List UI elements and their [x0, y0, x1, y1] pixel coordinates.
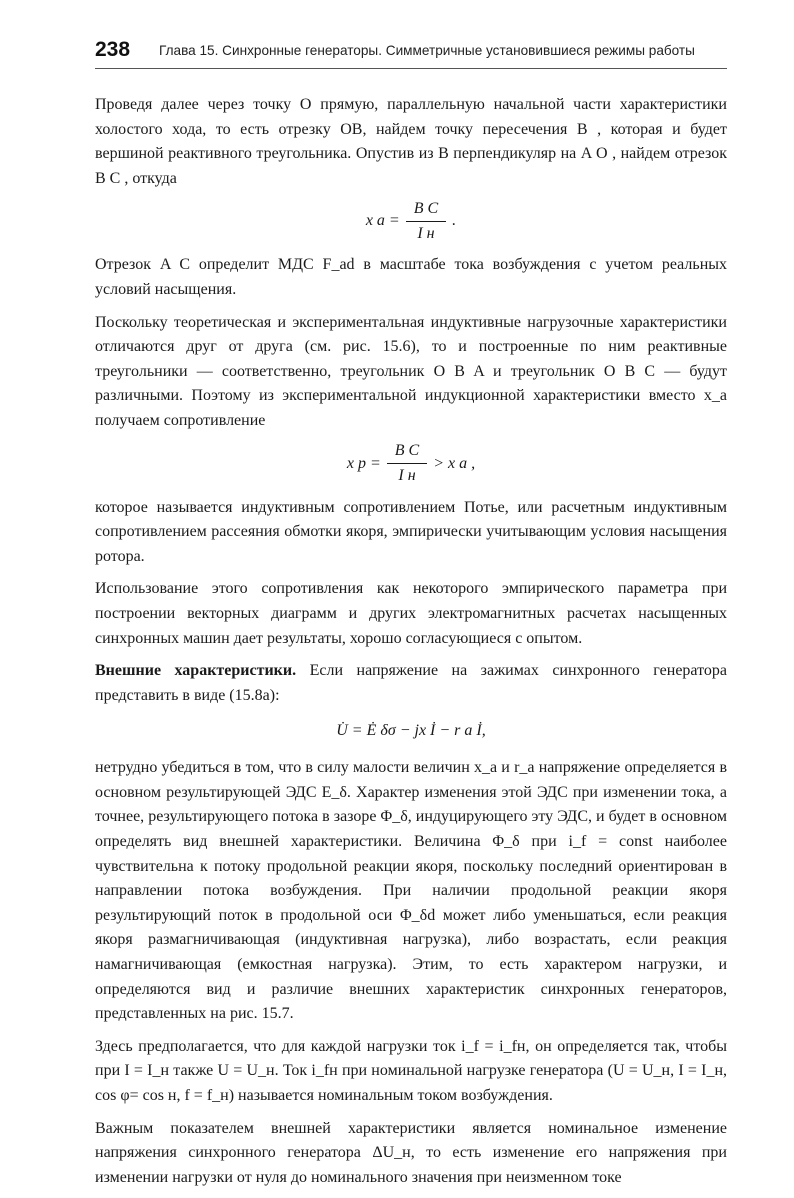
paragraph-1: Проведя далее через точку O прямую, параллельную начальной части характеристики холостого хода, то есть отрезку OB, найдем точку пересечения B , которая и будет вершиной реактивного треугольника. Опустив из B перпендикуляр на A O , найдем отрезок B C , откуда [95, 96, 727, 187]
formula-xa-numerator: B C [406, 199, 446, 222]
chapter-title: Глава 15. Синхронные генераторы. Симметричные установившиеся режимы работы [159, 43, 695, 58]
paragraph-9: Важным показателем внешней характеристики является номинальное изменение напряжения синхронного генератора ΔU_н, то есть изменение его напряжения при изменении нагрузки от нуля до номинального значения при неизменном токе [95, 1119, 727, 1186]
paragraph-7: нетрудно убедиться в том, что в силу малости величин x_a и r_a напряжение определяется в основном результирующей ЭДС E_δ. Характер изменения этой ЭДС при изменении тока, а точнее, результирующего потока в зазоре Φ_δ, индуцирующего эту ЭДС, и будет в основном определять вид внешней характеристики. Величина Φ_δ при i_f = const наиболее чувствительна к потоку продольной реакции якоря, поскольку последний ориентирован в направлении потока возбуждения. При наличии продольной реакции якоря результирующий поток в продольной оси Φ_δd может либо уменьшаться, если реакция якоря размагничивающая (индуктивная нагрузка), либо возрастать, если реакция намагничивающая (емкостная нагрузка). Этим, то есть характером нагрузки, и определяются вид и различие внешних характеристик синхронных генераторов, представленных на рис. 15.7. [95, 759, 727, 1023]
formula-xp-numerator: B C [387, 441, 427, 464]
page-header [95, 38, 727, 69]
formula-xa-denominator: I н [417, 224, 435, 242]
paragraph-4: которое называется индуктивным сопротивлением Потье, или расчетным индуктивным сопротивлением рассеяния обмотки якоря, эмпирически учитывающим условия насыщения ротора. [95, 498, 727, 565]
formula-xp-tail: > x a , [433, 454, 476, 472]
formula-voltage [95, 716, 727, 746]
paragraph-2: Отрезок A C определит МДС F_ad в масштабе тока возбуждения с учетом реальных условий насыщения. [95, 256, 727, 298]
formula-xp-fraction [387, 441, 427, 486]
paragraph-3: Поскольку теоретическая и экспериментальная индуктивные нагрузочные характеристики отличаются друг от друга (см. рис. 15.6), то и построенные по ним реактивные треугольники — соответственно, треугольник O B A и треугольник O B C — будут различными. Поэтому из экспериментальной индукционной характеристики вместо x_a получаем сопротивление [95, 313, 727, 429]
paragraph-6 [95, 659, 727, 708]
formula-xa-fraction [406, 199, 446, 244]
page-body [95, 93, 727, 1198]
paragraph-6-text: Если напряжение на зажимах синхронного генератора представить в виде (15.8а): [95, 662, 727, 704]
formula-xp-denominator: I н [398, 467, 416, 485]
formula-xp [95, 442, 727, 486]
formula-xa [95, 199, 727, 243]
section-heading-external-characteristics: Внешние характеристики. [95, 662, 297, 680]
formula-xp-lhs: x р = [346, 454, 381, 472]
paragraph-5: Использование этого сопротивления как некоторого эмпирического параметра при построении векторных диаграмм и других электромагнитных расчетах насыщенных синхронных машин дает результаты, хорошо согласующиеся с опытом. [95, 580, 727, 647]
formula-xa-lhs: x a = [365, 212, 400, 230]
page-number: 238 [95, 38, 131, 61]
formula-voltage-text: U̇ = Ė δσ − jx İ − r a İ, [336, 722, 486, 740]
paragraph-8: Здесь предполагается, что для каждой нагрузки ток i_f = i_fн, он определяется так, чтобы при I = I_н также U = U_н. Ток i_fн при номинальной нагрузке генератора (U = U_н, I = I_н, cos φ= cos н, f = f_н) называется номинальным током возбуждения. [95, 1037, 727, 1104]
formula-xa-tail: . [452, 212, 457, 230]
